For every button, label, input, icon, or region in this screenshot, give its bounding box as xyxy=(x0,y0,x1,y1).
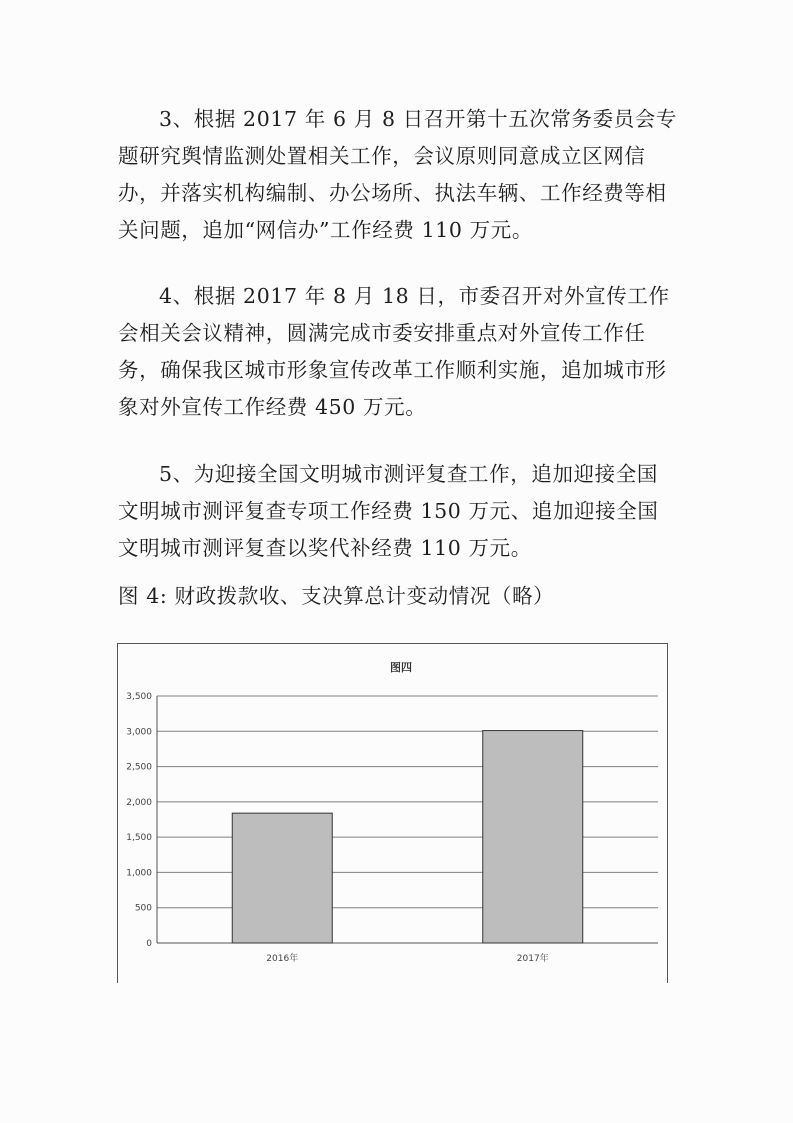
y-tick-label: 2,000 xyxy=(126,797,152,808)
paragraph-3: 3、根据 2017 年 6 月 8 日召开第十五次常务委员会专题研究舆情监测处置相关工作，会议原则同意成立区网信办，并落实机构编制、办公场所、执法车辆、工作经费等相关问题，追加“网信办”工作经费 110 万元。 xyxy=(118,107,677,242)
bar-chart xyxy=(118,644,669,984)
chart-title: 图四 xyxy=(390,661,412,674)
y-tick-label: 3,500 xyxy=(126,692,152,702)
bar-1 xyxy=(232,813,332,943)
bar-2 xyxy=(483,731,583,943)
y-tick-label: 0 xyxy=(146,939,152,949)
x-tick-label: 2016年 xyxy=(266,954,299,964)
y-tick-label: 2,500 xyxy=(126,762,152,773)
paragraph-4: 4、根据 2017 年 8 月 18 日，市委召开对外宣传工作会相关会议精神，圆满完成市委安排重点对外宣传工作任务，确保我区城市形象宣传改革工作顺利实施，追加城市形象对外宣传工作经费 450 万元。 xyxy=(118,284,670,419)
y-tick-label: 1,500 xyxy=(126,833,152,844)
figure-caption: 图 4: 财政拨款收、支决算总计变动情况（略） xyxy=(118,584,555,608)
y-tick-label: 500 xyxy=(134,903,152,914)
x-tick-label: 2017年 xyxy=(516,954,549,964)
bar-chart-frame xyxy=(117,643,668,983)
paragraph-5: 5、为迎接全国文明城市测评复查工作，追加迎接全国文明城市测评复查专项工作经费 150 万元、追加迎接全国文明城市测评复查以奖代补经费 110 万元。 xyxy=(118,462,659,560)
y-tick-label: 1,000 xyxy=(126,868,152,879)
y-tick-label: 3,000 xyxy=(126,727,152,738)
